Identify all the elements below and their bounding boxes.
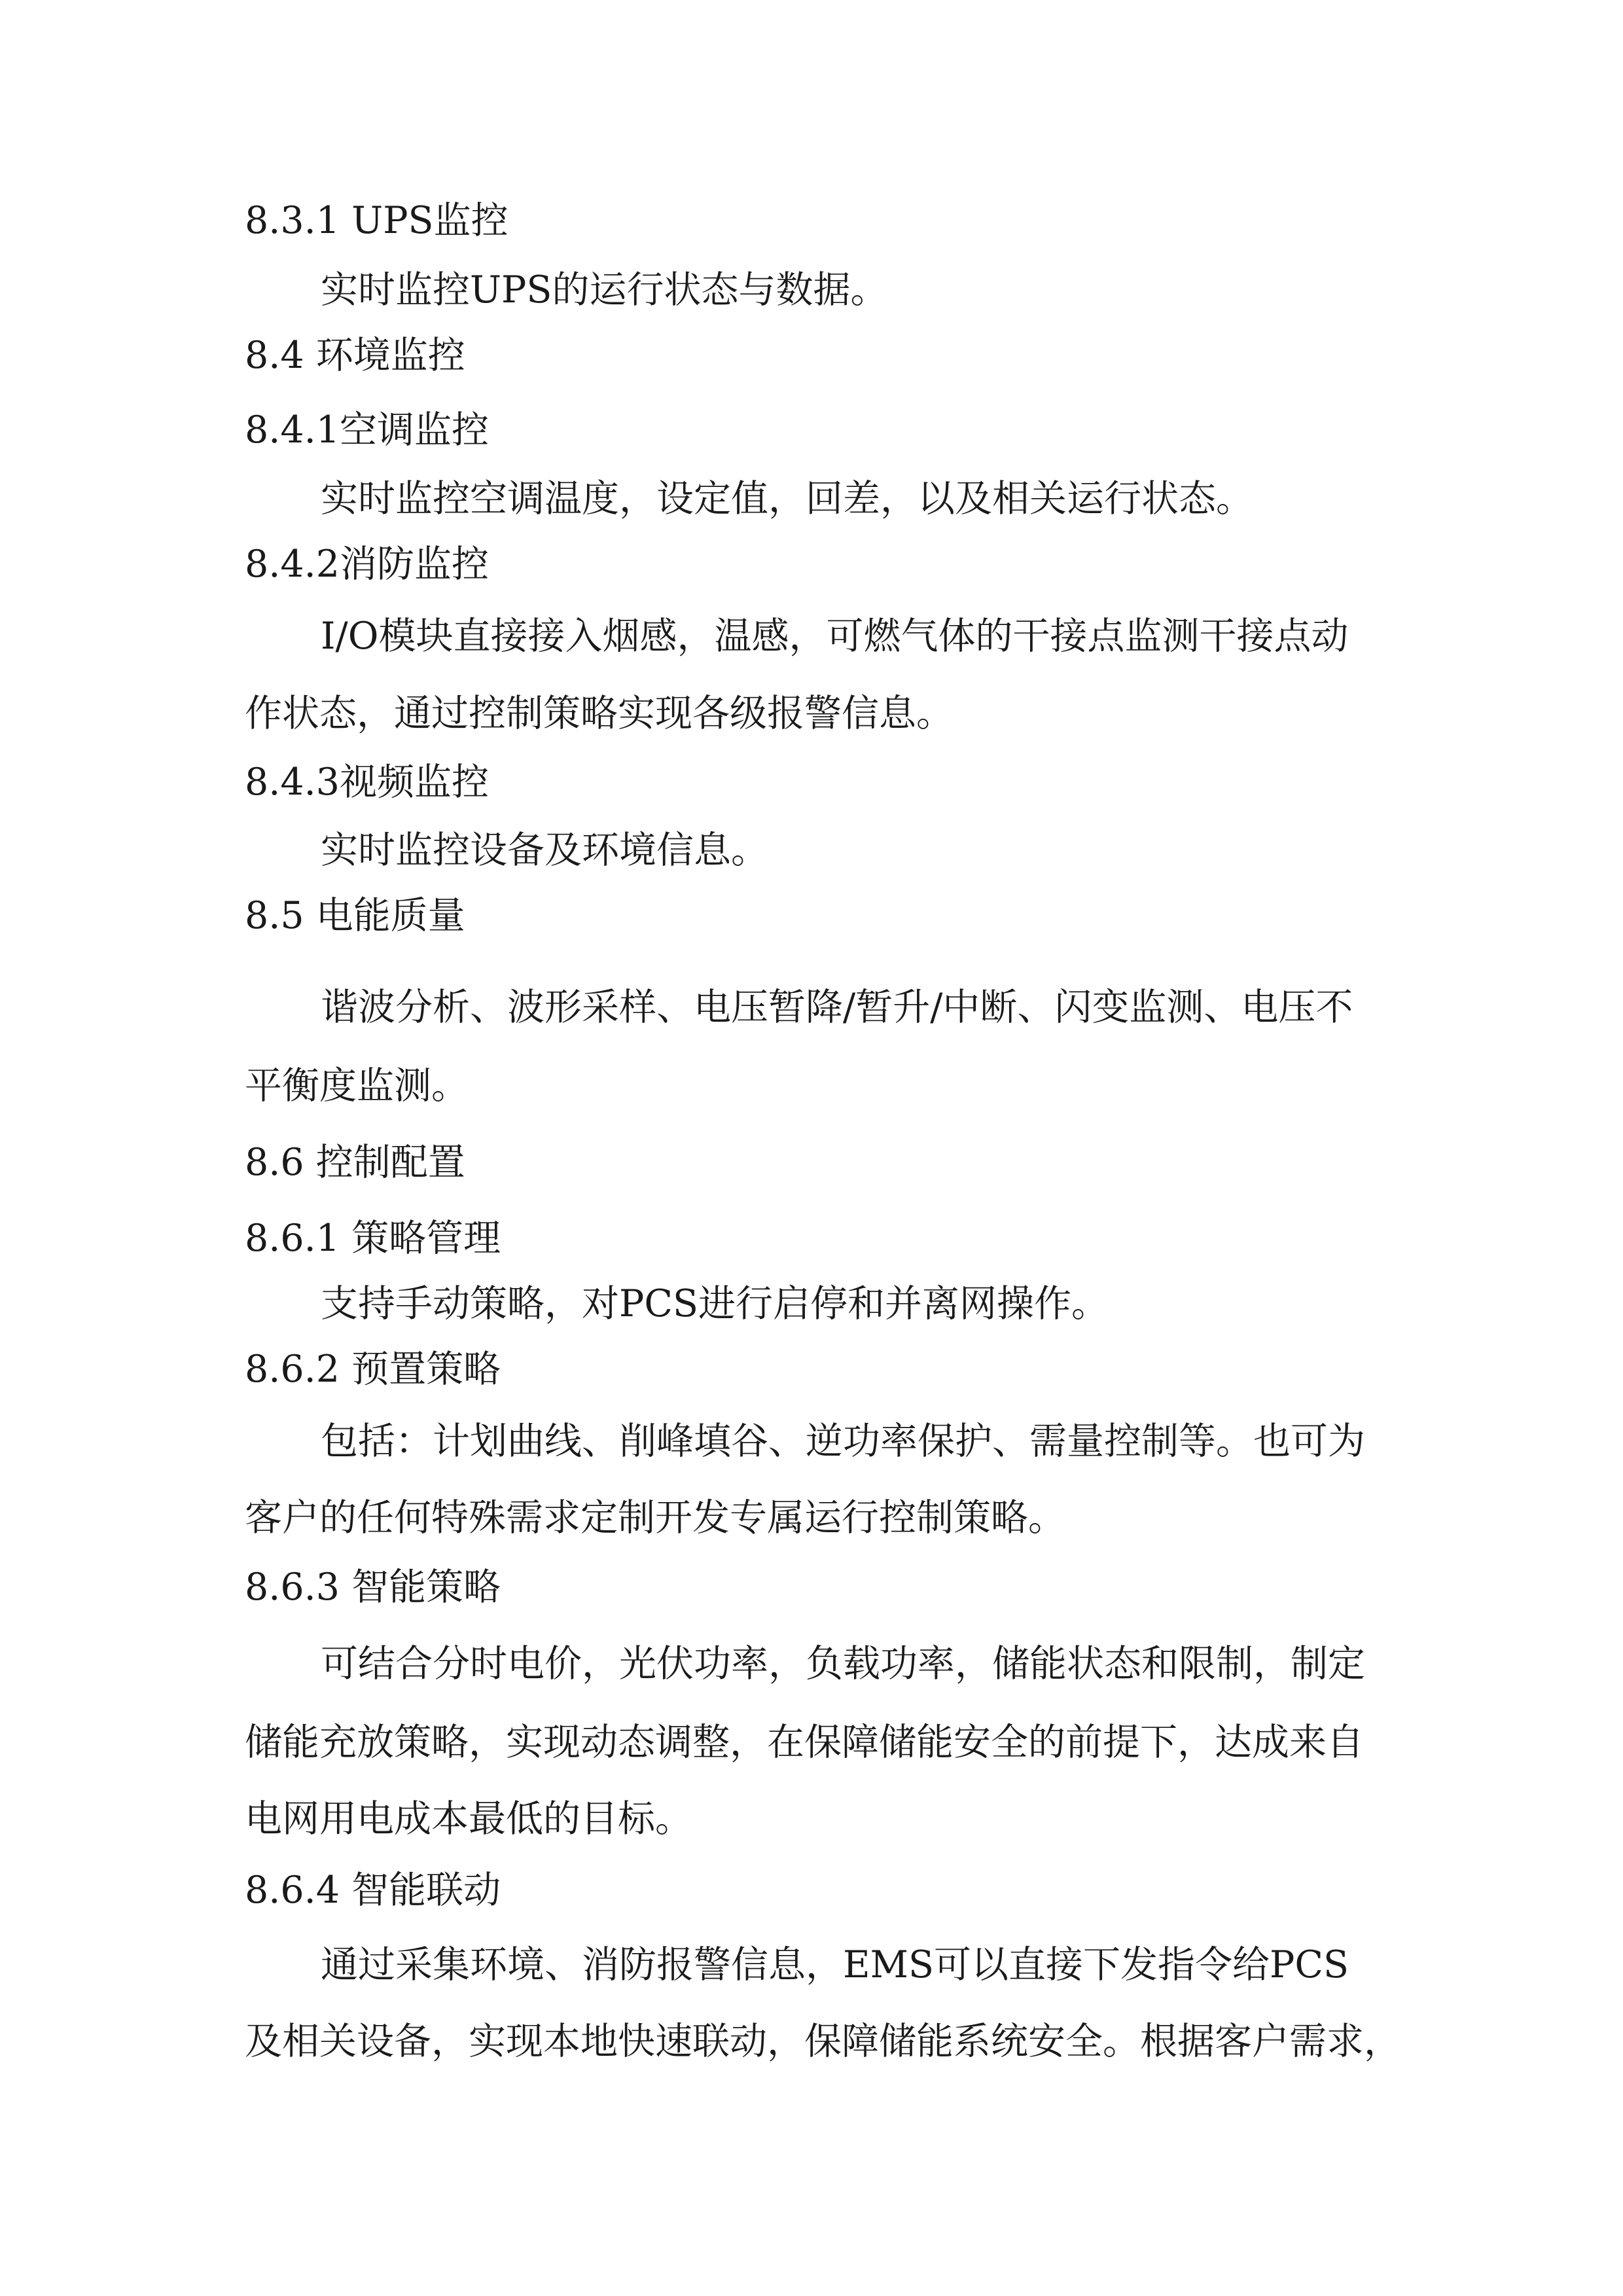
paragraph-ups-monitoring: 实时监控UPS的运行状态与数据。 (321, 268, 888, 312)
paragraph-video-monitoring: 实时监控设备及环境信息。 (321, 829, 768, 872)
paragraph-fire-monitoring-line2: 作状态，通过控制策略实现各级报警信息。 (245, 692, 954, 735)
paragraph-smart-linkage-line1: 通过采集环境、消防报警信息，EMS可以直接下发指令给PCS (321, 1943, 1349, 1986)
heading-8-6-3: 8.6.3 智能策略 (245, 1566, 501, 1609)
paragraph-smart-strategy-line1: 可结合分时电价，光伏功率，负载功率，储能状态和限制，制定 (321, 1642, 1365, 1685)
heading-8-6-4: 8.6.4 智能联动 (245, 1869, 501, 1912)
heading-8-4-1: 8.4.1空调监控 (245, 408, 490, 452)
paragraph-preset-strategy-line1: 包括：计划曲线、削峰填谷、逆功率保护、需量控制等。也可为 (321, 1420, 1365, 1463)
heading-8-6: 8.6 控制配置 (245, 1141, 465, 1184)
paragraph-ac-monitoring: 实时监控空调温度，设定值，回差，以及相关运行状态。 (321, 477, 1253, 520)
heading-8-6-1: 8.6.1 策略管理 (245, 1217, 501, 1260)
heading-8-5: 8.5 电能质量 (245, 894, 465, 937)
paragraph-smart-linkage-line2: 及相关设备，实现本地快速联动，保障储能系统安全。根据客户需求， (245, 2020, 1401, 2063)
paragraph-power-quality-line1: 谐波分析、波形采样、电压暂降/暂升/中断、闪变监测、电压不 (321, 986, 1353, 1029)
paragraph-smart-strategy-line3: 电网用电成本最低的目标。 (245, 1797, 692, 1840)
heading-8-6-2: 8.6.2 预置策略 (245, 1348, 501, 1391)
paragraph-strategy-management: 支持手动策略，对PCS进行启停和并离网操作。 (321, 1282, 1109, 1325)
paragraph-power-quality-line2: 平衡度监测。 (245, 1064, 469, 1107)
heading-8-4-3: 8.4.3视频监控 (245, 761, 490, 804)
paragraph-fire-monitoring-line1: I/O模块直接接入烟感，温感，可燃气体的干接点监测干接点动 (321, 615, 1349, 658)
paragraph-smart-strategy-line2: 储能充放策略，实现动态调整，在保障储能安全的前提下，达成来自 (245, 1721, 1364, 1764)
heading-8-4: 8.4 环境监控 (245, 334, 465, 377)
heading-8-3-1: 8.3.1 UPS监控 (245, 199, 508, 242)
paragraph-preset-strategy-line2: 客户的任何特殊需求定制开发专属运行控制策略。 (245, 1496, 1065, 1539)
heading-8-4-2: 8.4.2消防监控 (245, 543, 490, 586)
